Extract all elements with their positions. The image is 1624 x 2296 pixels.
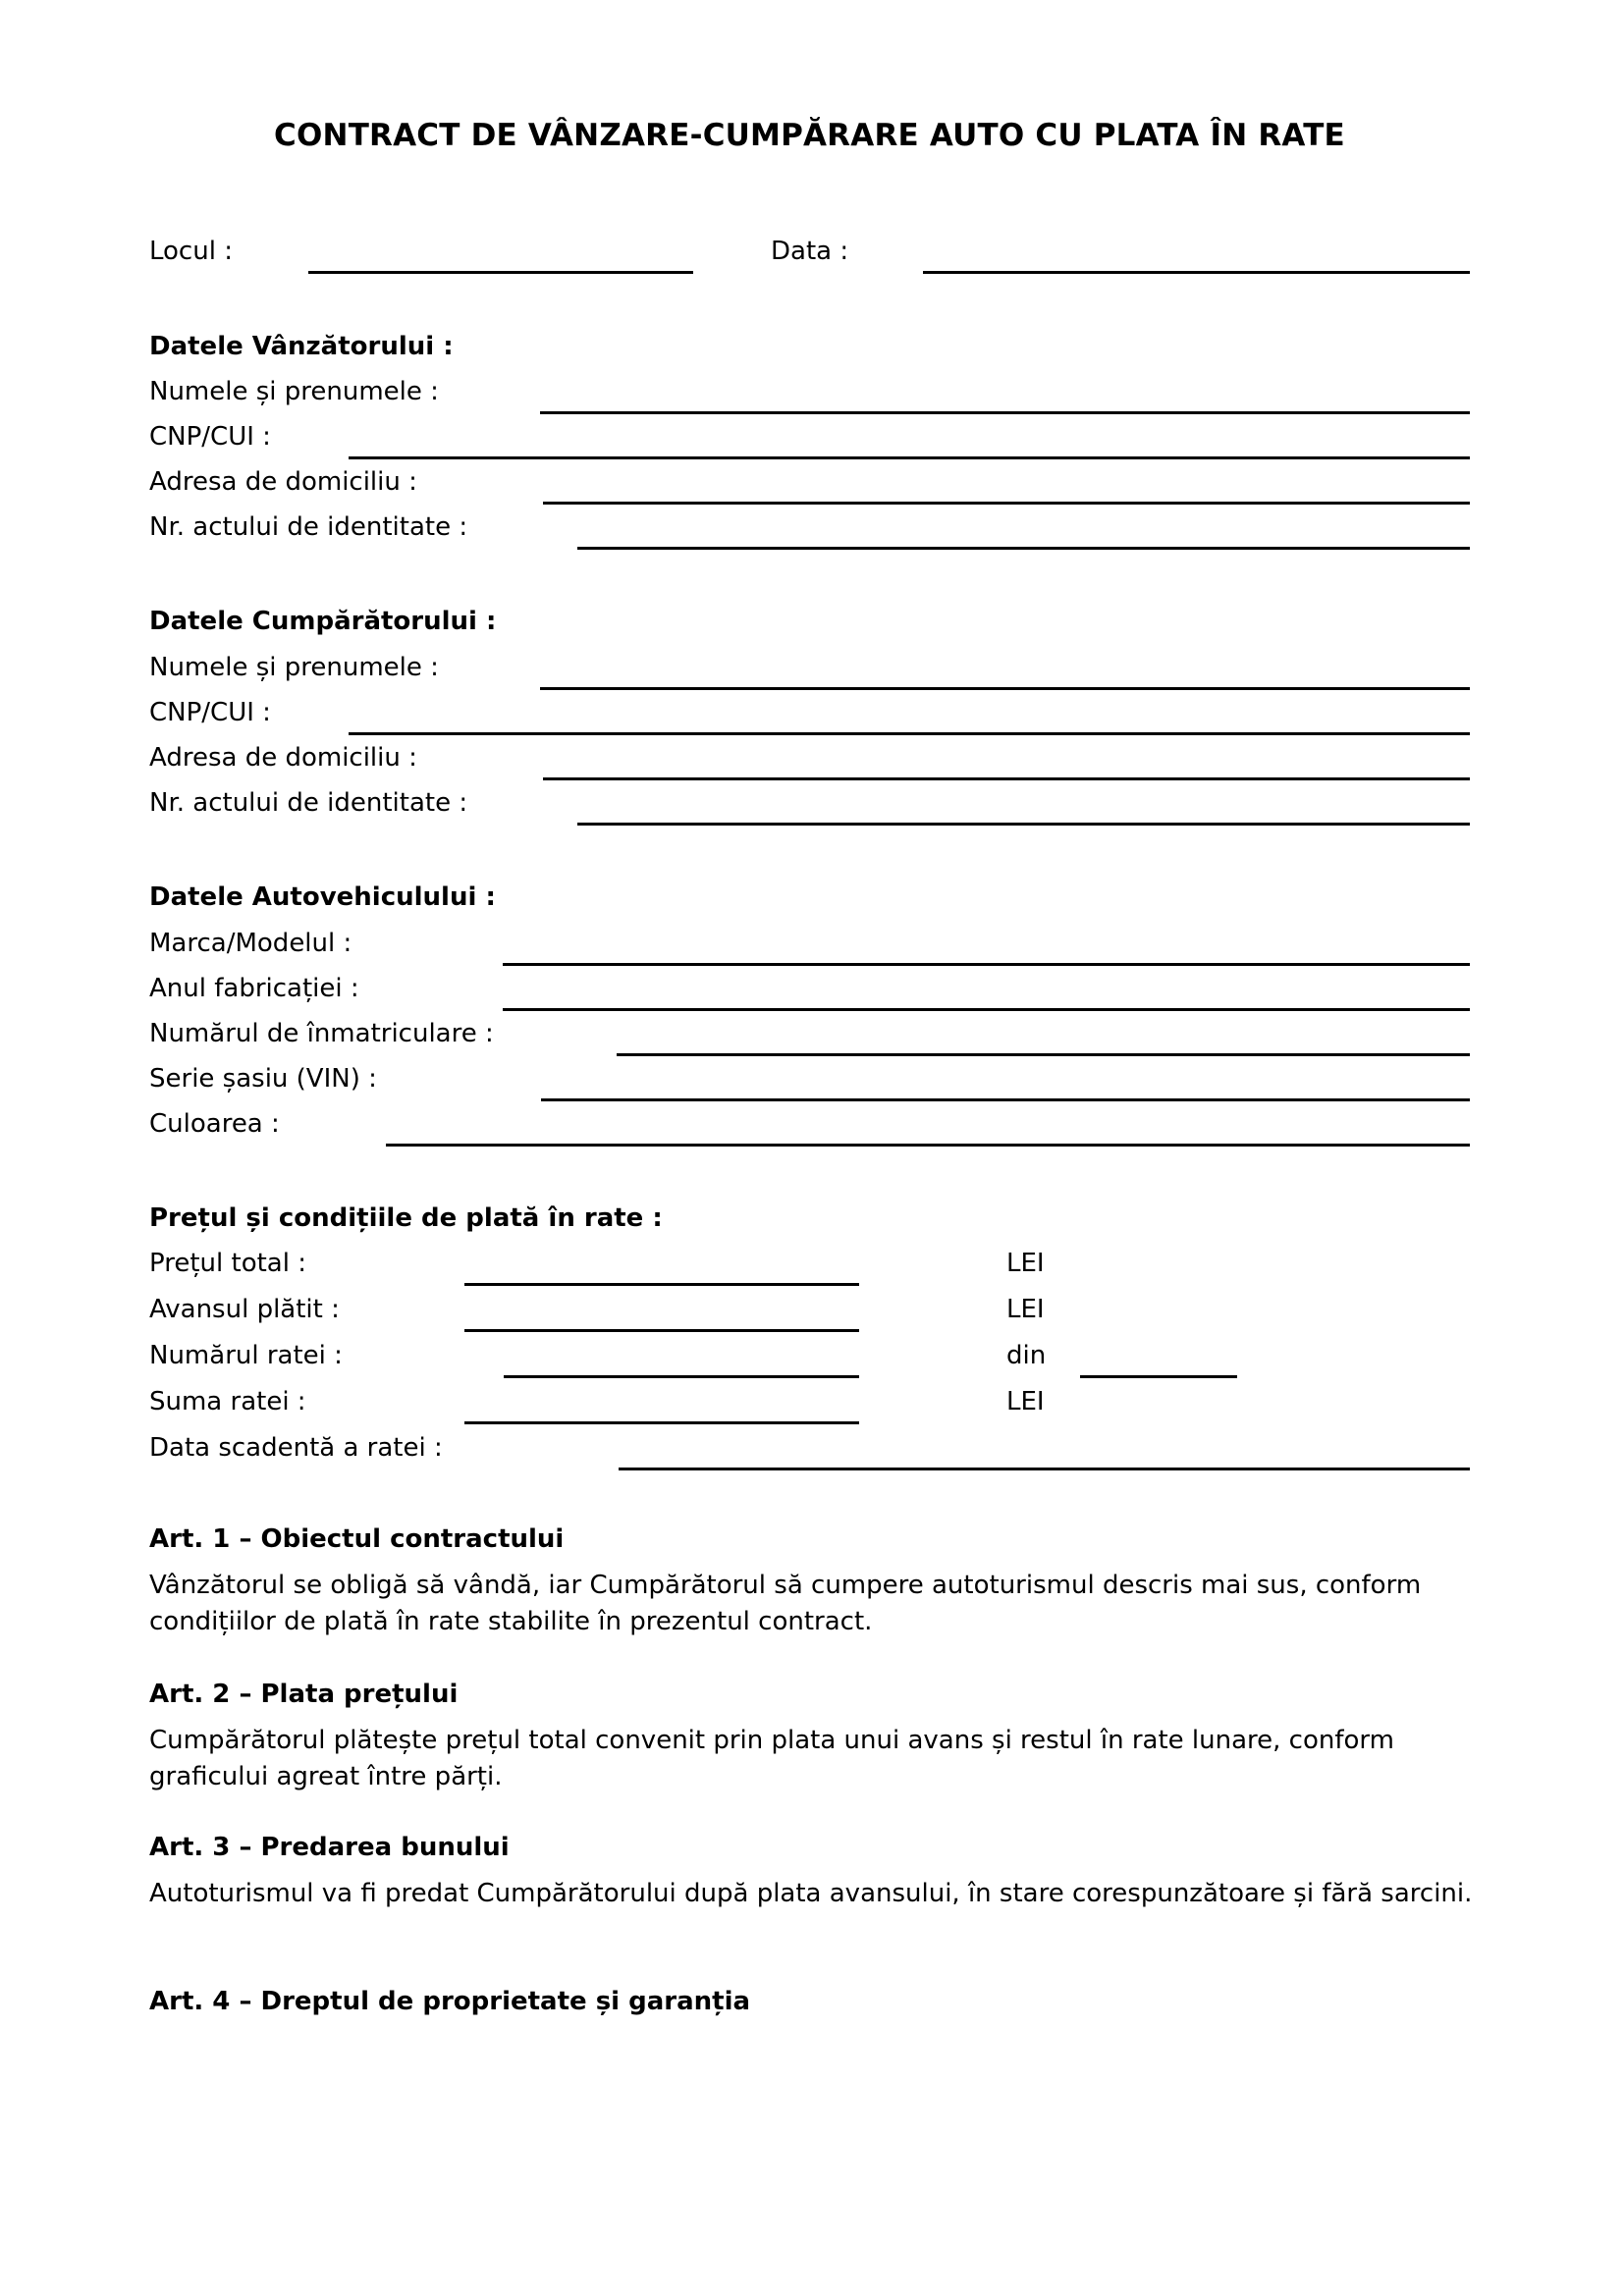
place-input-rule[interactable] (308, 271, 693, 274)
place-label: Locul : (149, 237, 233, 266)
buyer-cnp-input-rule[interactable] (349, 732, 1470, 735)
price-advance-currency: LEI (1006, 1295, 1045, 1324)
price-installment-amount-input-rule[interactable] (464, 1421, 859, 1424)
price-installment-number-input-rule[interactable] (504, 1375, 859, 1378)
vehicle-field-label-make-model: Marca/Modelul : (149, 929, 352, 958)
price-field-label-installment-number: Numărul ratei : (149, 1341, 343, 1370)
page-title: CONTRACT DE VÂNZARE-CUMPĂRARE AUTO CU PLATA ÎN RATE (274, 118, 1345, 153)
seller-name-input-rule[interactable] (540, 411, 1470, 414)
seller-field-label-address: Adresa de domiciliu : (149, 467, 417, 497)
article-1-body: Vânzătorul se obligă să vândă, iar Cumpărătorul să cumpere autoturismul descris mai sus, conform condițiilor de plată în rate stabilite în prezentul contract. (149, 1571, 1422, 1636)
article-4-heading: Art. 4 – Dreptul de proprietate și garanția (149, 1987, 751, 2016)
buyer-field-label-cnp: CNP/CUI : (149, 698, 271, 727)
price-field-label-total: Prețul total : (149, 1249, 306, 1278)
article-2-body: Cumpărătorul plătește prețul total convenit prin plata unui avans și restul în rate lunare, conform graficului agreat între părți. (149, 1726, 1394, 1791)
price-due-date-input-rule[interactable] (619, 1468, 1470, 1470)
buyer-address-input-rule[interactable] (543, 777, 1470, 780)
vehicle-heading: Datele Autovehiculului : (149, 882, 496, 912)
seller-field-label-name: Numele și prenumele : (149, 377, 439, 406)
vehicle-field-label-color: Culoarea : (149, 1109, 280, 1139)
vehicle-field-label-plate: Numărul de înmatriculare : (149, 1019, 494, 1048)
seller-field-label-cnp: CNP/CUI : (149, 422, 271, 452)
article-3-body: Autoturismul va fi predat Cumpărătorului după plata avansului, în stare corespunzătoare și fără sarcini. (149, 1879, 1473, 1908)
seller-field-label-id: Nr. actului de identitate : (149, 512, 468, 542)
price-field-label-advance: Avansul plătit : (149, 1295, 340, 1324)
price-installment-amount-currency: LEI (1006, 1387, 1045, 1416)
vehicle-year-input-rule[interactable] (503, 1008, 1470, 1011)
article-1-heading: Art. 1 – Obiectul contractului (149, 1524, 565, 1554)
price-heading: Prețul și condițiile de plată în rate : (149, 1203, 663, 1233)
price-field-label-installment-amount: Suma ratei : (149, 1387, 306, 1416)
price-installment-total-input-rule[interactable] (1080, 1375, 1237, 1378)
vehicle-color-input-rule[interactable] (386, 1144, 1470, 1147)
price-advance-input-rule[interactable] (464, 1329, 859, 1332)
vehicle-vin-input-rule[interactable] (541, 1098, 1470, 1101)
seller-cnp-input-rule[interactable] (349, 456, 1470, 459)
price-total-input-rule[interactable] (464, 1283, 859, 1286)
vehicle-plate-input-rule[interactable] (617, 1053, 1470, 1056)
date-input-rule[interactable] (923, 271, 1470, 274)
buyer-heading: Datele Cumpărătorului : (149, 607, 497, 636)
seller-id-input-rule[interactable] (577, 547, 1470, 550)
vehicle-field-label-year: Anul fabricației : (149, 974, 359, 1003)
price-installment-of-label: din (1006, 1341, 1047, 1370)
price-total-currency: LEI (1006, 1249, 1045, 1278)
buyer-id-input-rule[interactable] (577, 823, 1470, 826)
seller-heading: Datele Vânzătorului : (149, 332, 454, 361)
seller-address-input-rule[interactable] (543, 502, 1470, 505)
price-field-label-due-date: Data scadentă a ratei : (149, 1433, 443, 1463)
buyer-field-label-name: Numele și prenumele : (149, 653, 439, 682)
vehicle-field-label-vin: Serie șasiu (VIN) : (149, 1064, 377, 1094)
buyer-field-label-address: Adresa de domiciliu : (149, 743, 417, 773)
article-2-heading: Art. 2 – Plata prețului (149, 1680, 459, 1709)
vehicle-make-model-input-rule[interactable] (503, 963, 1470, 966)
buyer-name-input-rule[interactable] (540, 687, 1470, 690)
article-3-heading: Art. 3 – Predarea bunului (149, 1833, 510, 1862)
buyer-field-label-id: Nr. actului de identitate : (149, 788, 468, 818)
date-label: Data : (771, 237, 849, 266)
